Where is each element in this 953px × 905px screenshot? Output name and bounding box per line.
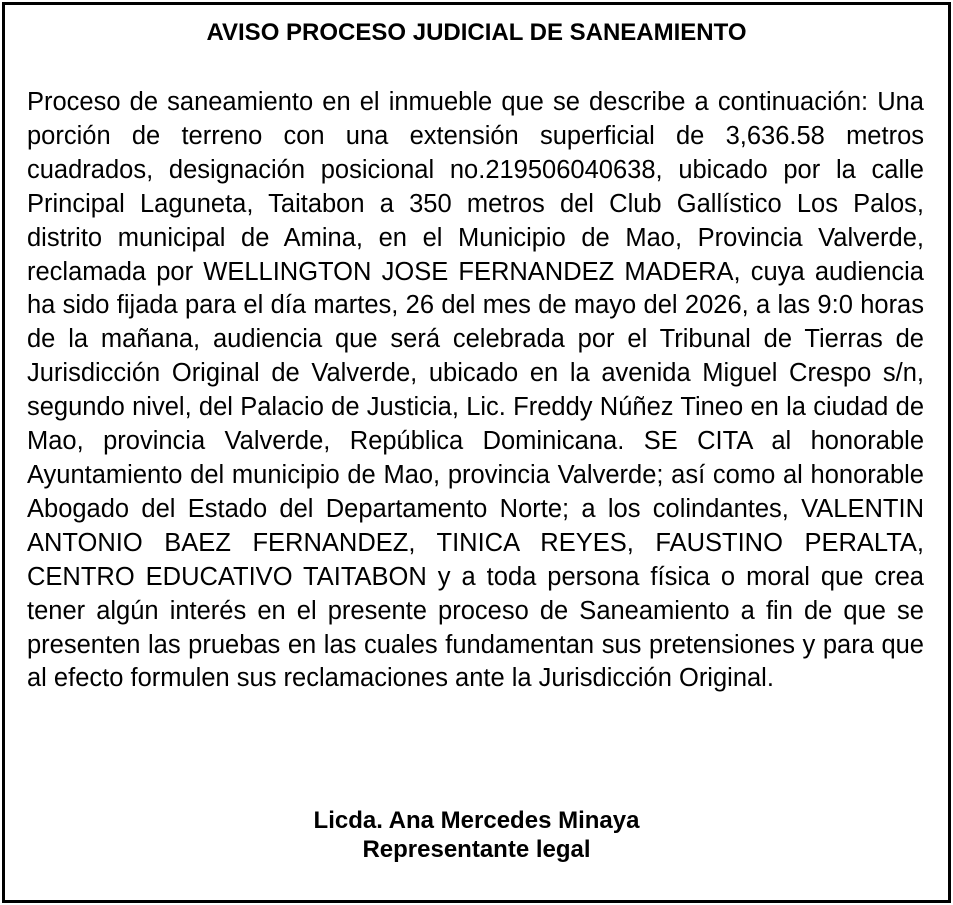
- legal-notice: [2, 2, 951, 903]
- signatory-name: Licda. Ana Mercedes Minaya: [313, 807, 640, 834]
- signature-block: [5, 806, 948, 864]
- notice-body: Proceso de saneamiento en el inmueble que se describe a continuación: Una porción de terreno con una extensión superficial de 3,636.58 metros cuadrados, designación posicional no.219506040638, ubicado por la calle Principal Laguneta, Taitabon a 350 metros del Club Gallístico Los Palos, distrito municipal de Amina, en el Municipio de Mao, Provincia Valverde, reclamada por WELLINGTON JOSE FERNANDEZ MADERA, cuya audiencia ha sido fijada para el día martes, 26 del mes de mayo del 2026, a las 9:0 horas de la mañana, audiencia que será celebrada por el Tribunal de Tierras de Jurisdicción Original de Valverde, ubicado en la avenida Miguel Crespo s/n, segundo nivel, del Palacio de Justicia, Lic. Freddy Núñez Tineo en la ciudad de Mao, provincia Valverde, República Dominicana. SE CITA al honorable Ayuntamiento del municipio de Mao, provincia Valverde; así como al honorable Abogado del Estado del Departamento Norte; a los colindantes, VALENTIN ANTONIO BAEZ FERNANDEZ, TINICA REYES, FAUSTINO PERALTA, CENTRO EDUCATIVO TAITABON y a toda persona física o moral que crea tener algún interés en el presente proceso de Saneamiento a fin de que se presenten las pruebas en las cuales fundamentan sus pretensiones y para que al efecto formulen sus reclamaciones ante la Jurisdicción Original.: [27, 88, 924, 693]
- signatory-role: Representante legal: [362, 836, 591, 863]
- notice-title: AVISO PROCESO JUDICIAL DE SANEAMIENTO: [206, 19, 747, 46]
